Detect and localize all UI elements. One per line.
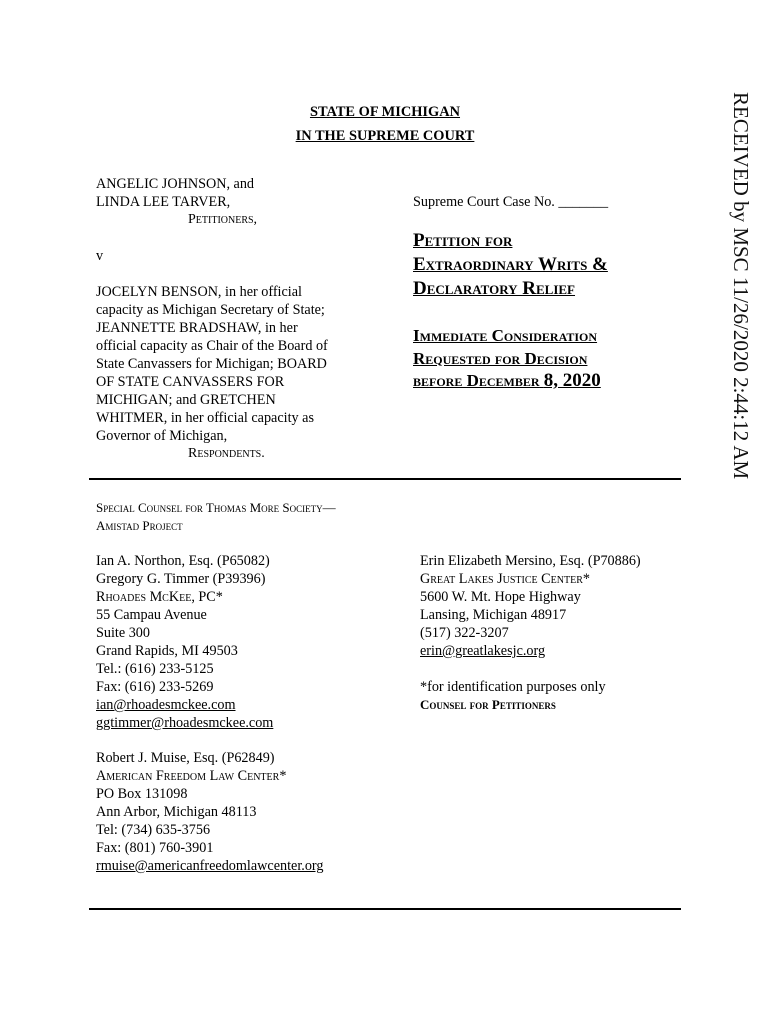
address-line: 5600 W. Mt. Hope Highway xyxy=(420,589,581,605)
respondent-line: OF STATE CANVASSERS FOR xyxy=(96,374,285,390)
special-counsel-line: Special Counsel for Thomas More Society— xyxy=(96,500,336,515)
petition-title-line: Petition for xyxy=(413,230,513,251)
petition-title-line: Declaratory Relief xyxy=(413,278,576,299)
address-line: 55 Campau Avenue xyxy=(96,607,207,623)
city-line: Lansing, Michigan 48917 xyxy=(420,607,567,623)
counsel-right xyxy=(420,552,710,714)
counsel-role: Counsel for Petitioners xyxy=(420,697,556,712)
case-number: Supreme Court Case No. _______ xyxy=(413,194,609,210)
email-link[interactable]: erin@greatlakesjc.org xyxy=(420,643,546,659)
respondents-block xyxy=(96,283,396,463)
respondent-line: MICHIGAN; and GRETCHEN xyxy=(96,392,276,408)
footer-divider xyxy=(89,908,681,910)
immediate-line3-text: before December xyxy=(413,371,540,390)
firm-name: Great Lakes Justice Center* xyxy=(420,571,590,587)
attorney-name: Erin Elizabeth Mersino, Esq. (P70886) xyxy=(420,553,641,569)
firm-name: Rhoades McKee, PC* xyxy=(96,589,223,605)
identification-note: *for identification purposes only xyxy=(420,679,606,695)
immediate-line: Immediate Consideration xyxy=(413,326,598,345)
petition-title-line: Extraordinary Writs & xyxy=(413,254,608,275)
court-name-heading: IN THE SUPREME COURT xyxy=(295,128,475,144)
phone-line: (517) 322-3207 xyxy=(420,625,509,641)
immediate-line xyxy=(413,370,713,393)
received-stamp: RECEIVED by MSC 11/26/2020 2:44:12 AM xyxy=(729,92,753,480)
attorney-name: Gregory G. Timmer (P39396) xyxy=(96,571,266,587)
petitioner-line: ANGELIC JOHNSON, and xyxy=(96,176,255,192)
court-state-heading: STATE OF MICHIGAN xyxy=(309,104,461,120)
petitioners-role: Petitioners, xyxy=(188,212,258,227)
respondent-line: JOCELYN BENSON, in her official xyxy=(96,284,302,300)
respondent-line: capacity as Michigan Secretary of State; xyxy=(96,302,325,318)
fax-line: Fax: (616) 233-5269 xyxy=(96,679,214,695)
caption-divider xyxy=(89,478,681,480)
petitioner-line: LINDA LEE TARVER, xyxy=(96,194,231,210)
email-link[interactable]: rmuise@americanfreedomlawcenter.org xyxy=(96,858,324,874)
versus-label: v xyxy=(96,248,104,264)
counsel-third xyxy=(96,749,436,875)
respondent-line: JEANNETTE BRADSHAW, in her xyxy=(96,320,298,336)
counsel-left xyxy=(96,552,396,732)
phone-line: Tel: (734) 635-3756 xyxy=(96,822,211,838)
immediate-line: Requested for Decision xyxy=(413,348,588,368)
special-counsel xyxy=(96,499,596,535)
email-link[interactable]: ian@rhoadesmckee.com xyxy=(96,697,236,713)
attorney-name: Ian A. Northon, Esq. (P65082) xyxy=(96,553,270,569)
respondent-line: official capacity as Chair of the Board of xyxy=(96,338,328,354)
fax-line: Fax: (801) 760-3901 xyxy=(96,840,214,856)
respondent-line: State Canvassers for Michigan; BOARD xyxy=(96,356,327,372)
firm-name: American Freedom Law Center* xyxy=(96,768,287,784)
petitioners-block xyxy=(96,175,396,229)
address-line: Suite 300 xyxy=(96,625,150,641)
immediate-consideration xyxy=(413,325,713,393)
address-line: PO Box 131098 xyxy=(96,786,188,802)
respondent-line: Governor of Michigan, xyxy=(96,428,228,444)
city-line: Ann Arbor, Michigan 48113 xyxy=(96,804,257,820)
email-link[interactable]: ggtimmer@rhoadesmckee.com xyxy=(96,715,274,731)
petition-title xyxy=(413,229,713,301)
attorney-name: Robert J. Muise, Esq. (P62849) xyxy=(96,750,275,766)
special-counsel-line: Amistad Project xyxy=(96,518,183,533)
respondents-role: Respondents. xyxy=(188,446,265,461)
respondent-line: WHITMER, in her official capacity as xyxy=(96,410,314,426)
city-line: Grand Rapids, MI 49503 xyxy=(96,643,238,659)
decision-date: 8, 2020 xyxy=(543,370,601,391)
phone-line: Tel.: (616) 233-5125 xyxy=(96,661,214,677)
